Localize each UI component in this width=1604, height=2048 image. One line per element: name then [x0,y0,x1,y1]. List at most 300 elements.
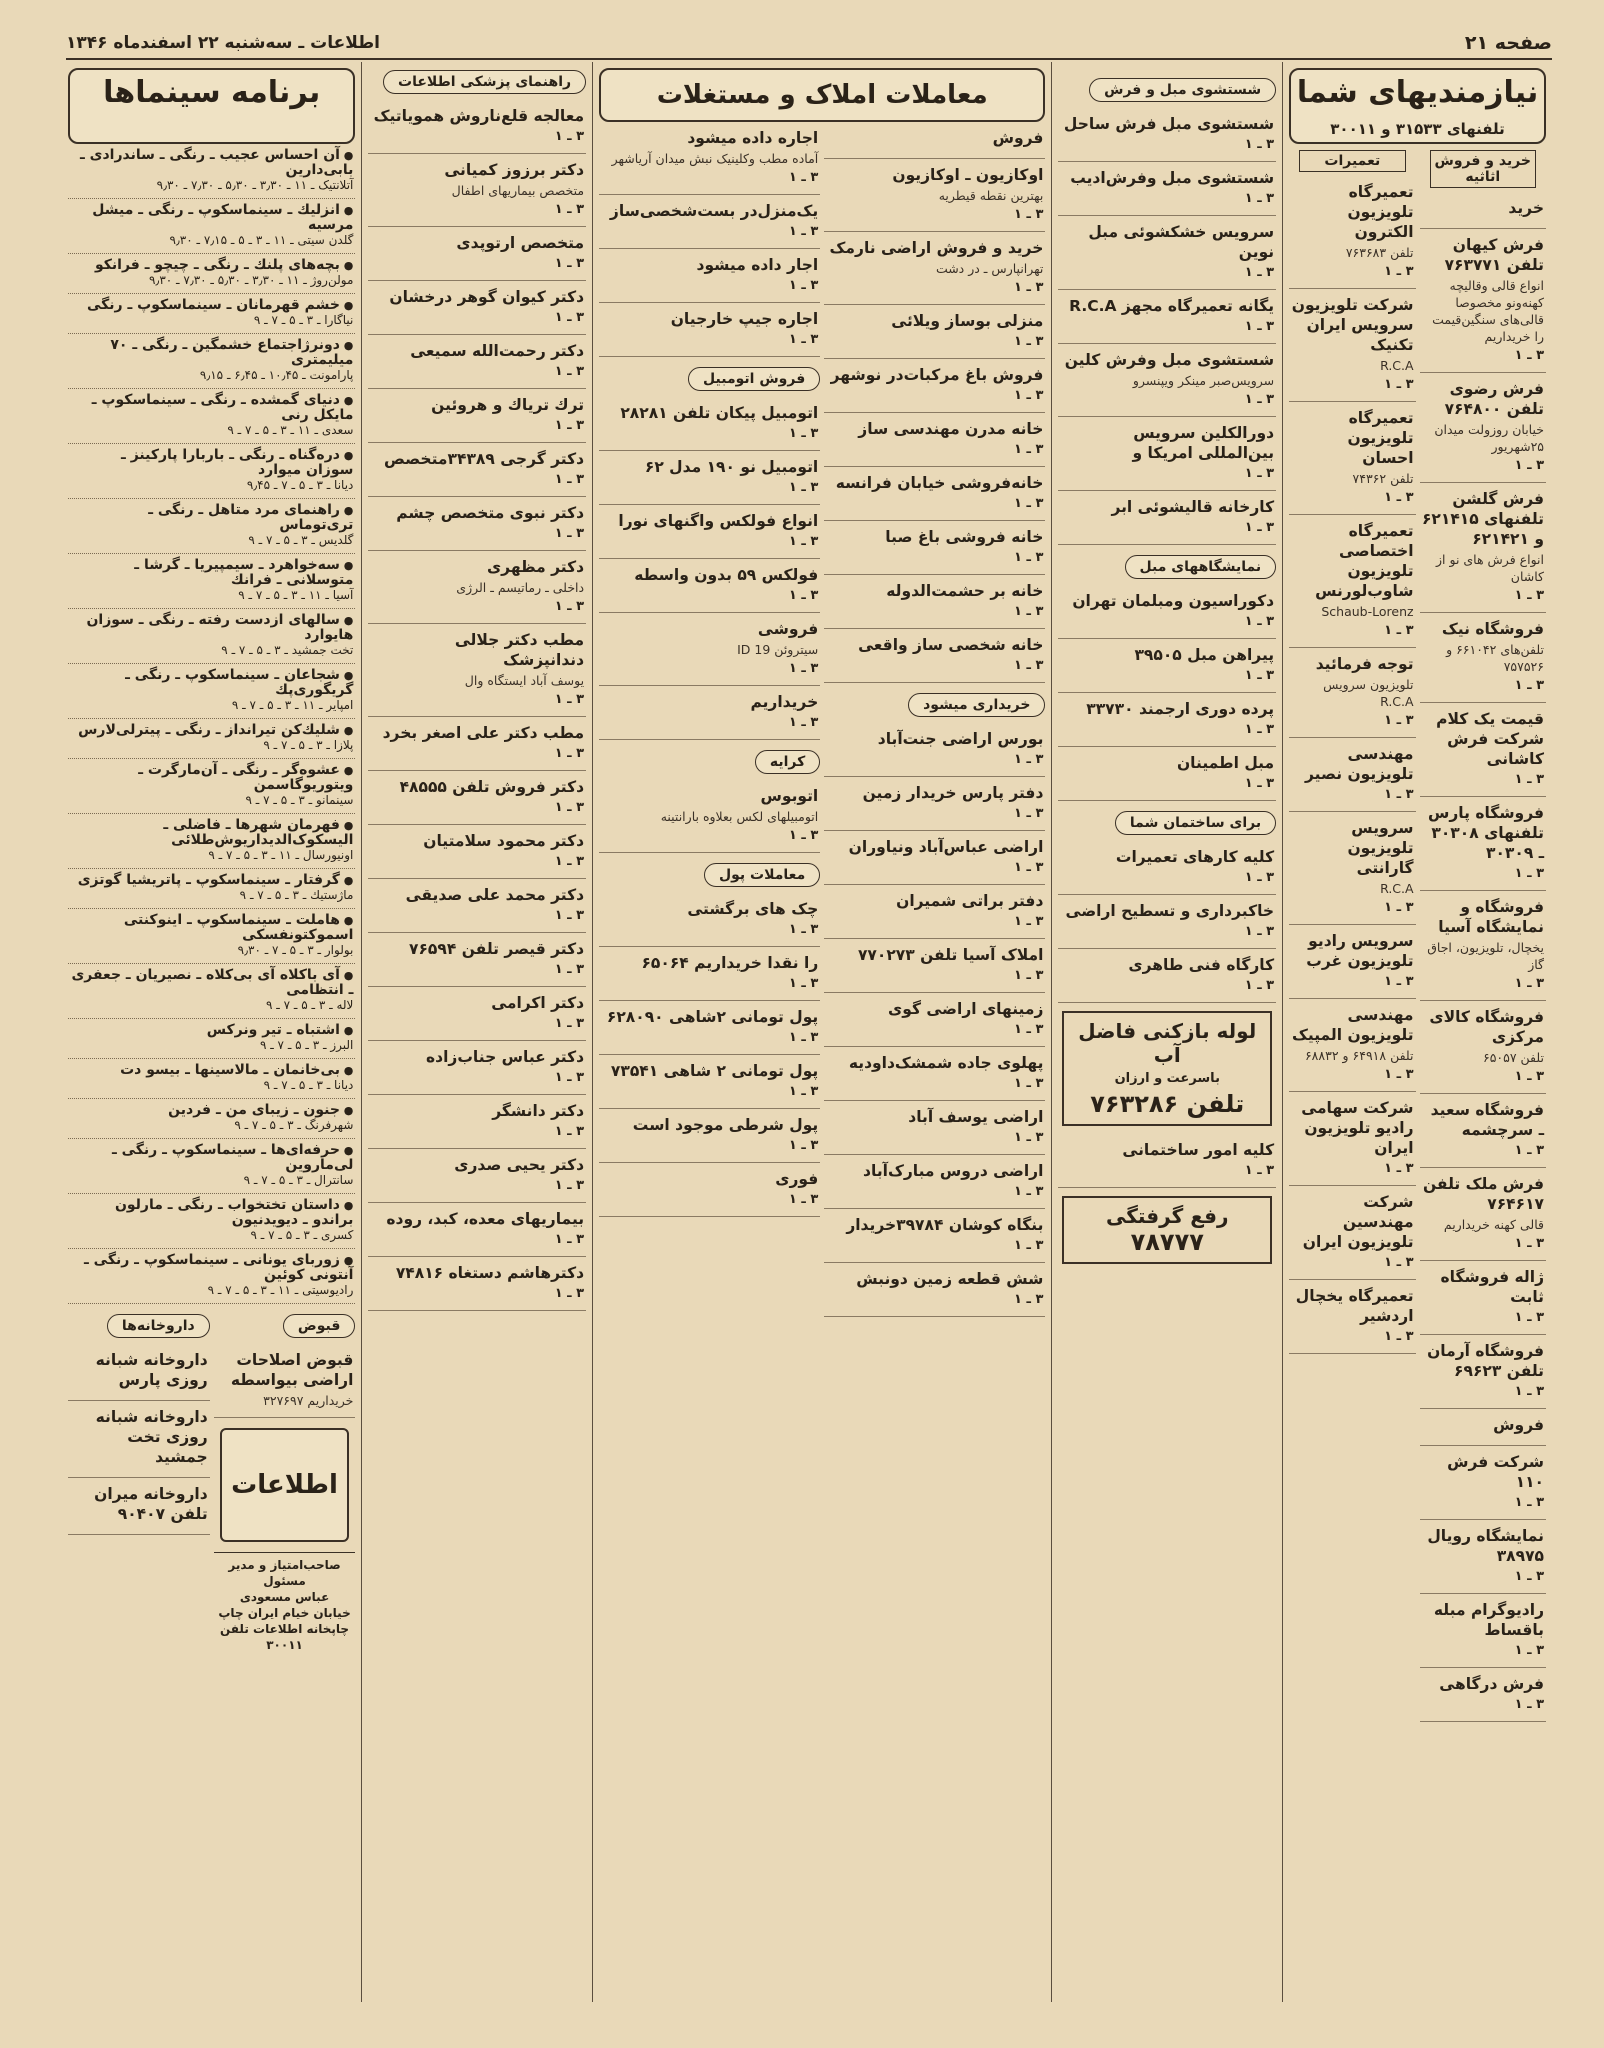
classified-ad [1058,162,1276,216]
cinema-listing [68,909,355,964]
ad-code: ۳ ـ ۱ [1244,265,1275,280]
estate-rent-list [599,122,820,357]
classified-ad [1420,373,1546,483]
classified-ad [368,227,586,281]
ettelaat-logo: اطلاعات [220,1428,350,1542]
showtimes: شهرفرنگ ـ ۳ ـ ۵ ـ ۷ ـ ۹ [234,1118,354,1132]
film-title: ● بچه‌های پلنك ـ رنگی ـ چیچو ـ فرانکو [70,258,353,273]
cinema-listing [68,759,355,814]
ad-heading: شستشوی مبل وفرش‌ادیب [1070,169,1275,187]
ad-code: ۳ ـ ۱ [1514,1310,1544,1325]
ad-heading: دکتر گرجی ۳۴۳۸۹متخصص [384,450,585,468]
ad-heading: داروخانه شبانه روزی تخت جمشید [95,1408,208,1466]
classified-ad [1420,229,1546,373]
ad-heading: خریداریم [750,693,819,711]
ad-heading: دفتر براتی شمیران [896,892,1044,910]
ad-code: ۳ ـ ۱ [788,1084,819,1099]
ad-heading: خانه‌فروشی خیابان فرانسه [835,474,1044,492]
land-tag: خریداری میشود [908,693,1045,717]
film-title: ● حرفه‌ای‌ها ـ سینماسکوپ ـ رنگی ـ لی‌ماروین [70,1143,353,1173]
cinema-listing [68,294,355,334]
cinema-listing [68,144,355,199]
ad-heading: متخصص ارتوپدی [456,234,585,252]
ad-heading: فروشگاه پارس تلفنهای ۳۰۳۰۸ ـ ۳۰۳۰۹ [1427,804,1544,862]
ad-heading: فروشگاه و نمایشگاه آسیا [1438,898,1544,936]
classified-ad [824,629,1045,683]
film-title: ● آی باکلاه آی بی‌کلاه ـ نصیریان ـ جعفری ـ انتظامی [70,968,353,998]
classified-ad [1420,797,1546,891]
unclog-ad-title: رفع گرفتگی [1106,1204,1229,1228]
classified-ad [824,413,1045,467]
classified-ad [1420,1668,1546,1722]
classified-ad [1289,925,1415,999]
ad-code: ۳ ـ ۱ [554,854,585,869]
classified-ad [368,497,586,551]
ad-heading: مطب دکتر جلالی دندانپزشک [454,631,585,669]
ad-code: ۳ ـ ۱ [1514,1697,1544,1712]
buy-sell-tag: خرید و فروش اثاثیه [1430,150,1536,188]
ad-heading: خرید [1508,199,1544,217]
ad-heading: زمینهای اراضی گوی [888,1000,1044,1018]
ad-heading: دکتر قیصر تلفن ۷۶۵۹۴ [409,940,585,958]
classified-ad [368,154,586,227]
page-header [66,28,1552,60]
building-tag: برای ساختمان شما [1115,811,1276,835]
ad-heading: اتومبیل پیکان تلفن ۲۸۲۸۱ [620,404,819,422]
ad-code: ۳ ـ ۱ [554,526,585,541]
cinema-listing [68,444,355,499]
ad-code: ۳ ـ ۱ [1244,870,1275,885]
newspaper-columns [62,62,1552,2002]
classified-ad [1289,1280,1415,1354]
needs-list-b [1289,176,1415,1354]
film-title: ● دنیای گمشده ـ رنگی ـ سینماسکوپ ـ مایکل رنی [70,393,353,423]
ad-code: ۳ ـ ۱ [1384,1067,1414,1082]
ad-heading: سرویس تلویزیون گارانتی [1347,819,1414,877]
ad-heading: پول شرطی موجود است [632,1116,819,1134]
cinema-listing [68,1059,355,1099]
ad-heading: ترك تریاك و هروئین [431,396,585,414]
classified-ad [1289,1092,1415,1186]
ad-code: ۳ ـ ۱ [1244,776,1275,791]
classified-ad [1420,1261,1546,1335]
classified-ad [1058,216,1276,290]
furniture-tag: نمایشگاههای مبل [1125,555,1277,579]
classified-ad [368,443,586,497]
ad-heading: شش قطعه زمین دونبش [856,1270,1044,1288]
ad-heading: پرده دوری ارجمند ۳۳۷۳۰ [1086,700,1275,718]
ad-code: ۳ ـ ۱ [1514,1143,1544,1158]
ad-heading: خاکبرداری و تسطیح اراضی [1065,902,1275,920]
ad-text: قالی کهنه خریداریم [1443,1217,1544,1232]
drain-ad-sub: باسرعت و ارزان [1114,1071,1220,1086]
ad-heading: تعمیرگاه اختصاصی تلویزیون شاوب‌لورنس [1315,522,1414,600]
carpet-tag: شستشوی مبل و فرش [1089,78,1276,102]
ad-text: سرویس‌صبر مینکر ویپنسرو [1132,373,1275,388]
classified-ad [1058,491,1276,545]
ad-code: ۳ ـ ۱ [788,661,819,676]
ad-heading: داروخانه شبانه روزی پارس [95,1351,208,1389]
ad-text: تلفن ۷۶۳۶۸۳ [1345,245,1414,260]
classified-ad [368,335,586,389]
ad-heading: منزلی بوساز ویلائی [891,312,1044,330]
ad-code: ۳ ـ ۱ [554,800,585,815]
classified-ad [599,195,820,249]
ad-heading: سرویس رادیو تلویزیون غرب [1306,932,1414,970]
imprint [214,1552,356,1653]
ad-code: ۳ ـ ۱ [1514,976,1544,991]
ad-heading: پول تومانی ۲ شاهی ۷۳۵۴۱ [610,1062,819,1080]
ad-code: ۳ ـ ۱ [788,480,819,495]
ad-heading: دکتر رحمت‌الله سمیعی [410,342,585,360]
ad-heading: دکتر عباس جناب‌زاده [426,1048,585,1066]
ad-heading: یک‌منزل‌در بست‌شخصی‌ساز [609,202,819,220]
ad-heading: رادیوگرام مبله باقساط [1433,1601,1544,1639]
ad-code: ۳ ـ ۱ [1014,806,1044,821]
film-title: ● زوربای یونانی ـ سینماسکوپ ـ رنگی ـ آنتونی کوئین [70,1253,353,1283]
showtimes: رادیوسیتی ـ ۱۱ ـ ۳ ـ ۵ ـ ۷ ـ ۹ [207,1283,354,1297]
classified-ad [1289,1186,1415,1280]
film-title: ● شلیك‌کن تیرانداز ـ رنگی ـ پیترلی‌لارس [70,723,353,738]
needs-column [1282,62,1552,2002]
ad-text: یخچال، تلویزیون، اجاق گاز [1427,940,1544,972]
ad-heading: شرکت تلویزیون سرویس ایران تکنیک [1291,296,1414,354]
ad-heading: کلیه امور ساختمانی [1122,1141,1275,1159]
ad-code: ۳ ـ ۱ [1244,191,1275,206]
classified-ad [1289,648,1415,738]
ad-code: ۳ ـ ۱ [1014,496,1044,511]
cinema-listing [68,1139,355,1194]
ad-code: ۳ ـ ۱ [1014,550,1044,565]
ad-heading: پول تومانی ۲شاهی ۶۲۸۰۹۰ [606,1008,819,1026]
film-title: ● گرفتار ـ سینماسکوپ ـ پاتریشیا گوتزی [70,873,353,888]
classified-ad [1289,176,1415,289]
classified-ad [824,159,1045,232]
classified-ad [1420,891,1546,1001]
ad-code: ۳ ـ ۱ [788,278,819,293]
classified-ad [1289,289,1415,402]
classified-ad [599,559,820,613]
ad-heading: اجاره جیپ خارجیان [670,310,819,328]
imprint-line: خیابان خیام ایران چاپ [218,1606,351,1620]
ad-code: ۳ ـ ۱ [554,129,585,144]
showtimes: البرز ـ ۳ ـ ۵ ـ ۷ ـ ۹ [259,1038,354,1052]
showtimes: بولوار ـ ۳ ـ ۵ ـ ۷ ـ ۹٫۳۰ [237,943,354,957]
ad-heading: دکتر محمد علی صدیقی [405,886,585,904]
drain-ad-title: لوله بازکنی فاضل آب [1078,1019,1257,1067]
ad-code: ۳ ـ ۱ [788,976,819,991]
carpet-list [1058,108,1276,545]
ad-heading: فوری [775,1170,819,1188]
classified-ad [1058,895,1276,949]
ad-code: ۳ ـ ۱ [1514,1384,1544,1399]
ad-code: ۳ ـ ۱ [1384,623,1414,638]
ad-heading: فروشگاه کالای مرکزی [1429,1008,1544,1046]
classified-ad [599,249,820,303]
ad-code: ۳ ـ ۱ [1244,614,1275,629]
film-title: ● آن احساس عجیب ـ رنگی ـ ساندرادی ـ بابی‌دارین [70,148,353,178]
doctors-list [368,100,586,1311]
classified-ad [1058,417,1276,491]
showtimes: امپایر ـ ۱۱ ـ ۳ ـ ۵ ـ ۷ ـ ۹ [231,698,354,712]
classified-ad [1058,344,1276,417]
ad-heading: مبل اطمینان [1176,754,1275,772]
classified-ad [599,686,820,740]
rental-list [599,780,820,853]
ad-heading: تعمیرگاه یخچال اردشیر [1295,1287,1414,1325]
classified-ad [1420,1094,1546,1168]
classified-ad [599,1109,820,1163]
unclog-ad-box [1062,1196,1272,1264]
classified-ad [1289,738,1415,812]
ad-heading: دفتر پارس خریدار زمین [862,784,1044,802]
ad-code: ۳ ـ ۱ [1244,722,1275,737]
ad-code: ۳ ـ ۱ [1244,668,1275,683]
receipt-box [214,1304,356,1653]
cinema-listing [68,334,355,389]
cinema-listing [68,254,355,294]
classified-ad [599,397,820,451]
imprint-line: چاپخانه اطلاعات تلفن ۳۰۰۱۱ [220,1622,350,1652]
classified-ad [824,467,1045,521]
classified-ad [368,771,586,825]
ad-code: ۳ ـ ۱ [1014,968,1044,983]
ad-code: ۳ ـ ۱ [1514,1643,1544,1658]
cinema-listing [68,389,355,444]
ad-text: R.C.A [1380,358,1414,373]
doctors-column [361,62,592,2002]
ad-code: ۳ ـ ۱ [554,1016,585,1031]
classified-ad [1058,585,1276,639]
classified-ad [1420,703,1546,797]
ad-heading: بیماریهای معده، کبد، روده [386,1210,585,1228]
classified-ad [368,1149,586,1203]
ad-text: انواع فرش های نو از کاشان [1436,552,1544,584]
cinema-listing [68,1249,355,1304]
ad-heading: پیراهن مبل ۳۹۵۰۵ [1134,646,1275,664]
ad-code: ۳ ـ ۱ [1514,458,1544,473]
ad-heading: فروش [1493,1416,1544,1434]
showtimes: گلدن سیتی ـ ۱۱ ـ ۳ ـ ۵ ـ ۷٫۱۵ ـ ۹٫۳۰ [169,233,354,247]
ad-code: ۳ ـ ۱ [788,534,819,549]
classified-ad [68,1401,210,1478]
money-list [599,893,820,1217]
ad-text: تلویزیون سرویس R.C.A [1323,677,1414,709]
ad-text: تلفن ۶۵۰۵۷ [1482,1050,1544,1065]
ad-heading: فروشگاه آرمان تلفن ۶۹۶۲۳ [1427,1342,1544,1380]
cinema-listing [68,964,355,1019]
drain-ad-box [1062,1011,1272,1126]
film-title: ● جنون ـ زیبای من ـ فردین [70,1103,353,1118]
ad-code: ۳ ـ ۱ [1384,1329,1414,1344]
ad-heading: دکتر کیوان گوهر درخشان [389,288,585,306]
ad-heading: دکتر محمود سلامتیان [423,832,585,850]
pharmacy-box [68,1304,210,1653]
film-title: ● انزلیك ـ سینماسکوپ ـ رنگی ـ میشل مرسیه [70,203,353,233]
classified-ad [368,100,586,154]
classified-ad [1420,613,1546,703]
ad-heading: قیمت یک کلام شرکت فرش کاشانی [1436,710,1544,768]
ad-code: ۳ ـ ۱ [1384,1161,1414,1176]
classified-ad [1420,483,1546,613]
classified-ad [368,551,586,624]
cinema-listing [68,499,355,554]
showtimes: تخت جمشید ـ ۳ ـ ۵ ـ ۷ ـ ۹ [221,643,354,657]
ad-heading: کارگاه فنی طاهری [1128,956,1275,974]
needs-sub-a [1420,144,1546,1722]
showtimes: نیاگارا ـ ۳ ـ ۵ ـ ۷ ـ ۹ [253,313,354,327]
ad-code: ۳ ـ ۱ [1514,1069,1544,1084]
ad-code: ۳ ـ ۱ [1014,207,1044,222]
classified-ad [1420,1446,1546,1520]
estate-column [592,62,1051,2002]
construction-list [1058,1134,1276,1188]
receipt-ad [214,1344,356,1418]
cinema-listing [68,1194,355,1249]
ad-text: آماده مطب وکلینیک نبش میدان آریاشهر [611,151,819,166]
classified-ad [1420,192,1546,229]
pharmacy-tag: داروخانه‌ها [107,1314,210,1338]
classified-ad [599,947,820,1001]
ad-code: ۳ ـ ۱ [554,1232,585,1247]
ad-code: ۳ ـ ۱ [1014,604,1044,619]
carpet-column [1051,62,1282,2002]
classified-ad [824,1263,1045,1317]
classified-ad [824,1047,1045,1101]
classified-ad [1058,1134,1276,1188]
rent-tag: کرایه [755,750,820,774]
classified-ad [1289,812,1415,925]
ad-heading: شرکت مهندسین تلویزیون ایران [1302,1193,1414,1251]
ad-code: ۳ ـ ۱ [1244,924,1275,939]
showtimes: پارامونت ـ ۱۰٫۴۵ ـ ۶٫۴۵ ـ ۹٫۱۵ [199,368,354,382]
ad-heading: اوکازیون ـ اوکازیون [892,166,1044,184]
classified-ad [599,780,820,853]
film-title: ● هاملت ـ سینماسکوپ ـ اینوکنتی اسموکتونفسکی [70,913,353,943]
ad-heading: دکتر مظهری [486,558,585,576]
ad-code: ۳ ـ ۱ [1514,678,1544,693]
ad-code: ۳ ـ ۱ [788,1030,819,1045]
classified-ad [599,1055,820,1109]
ad-code: ۳ ـ ۱ [1014,1130,1044,1145]
ad-code: ۳ ـ ۱ [1244,978,1275,993]
ad-code: ۳ ـ ۱ [1514,1495,1544,1510]
ad-code: ۳ ـ ۱ [1384,787,1414,802]
ad-heading: تعمیرگاه تلویزیون احسان [1347,409,1414,467]
money-tag: معاملات پول [704,863,820,887]
cinema-listing [68,814,355,869]
estate-sub-b [599,122,820,1317]
ad-text: متخصص بیماریهای اطفال [451,183,585,198]
ad-code: ۳ ـ ۱ [1514,866,1544,881]
ad-code: ۳ ـ ۱ [788,588,819,603]
showtimes: کسری ـ ۳ ـ ۵ ـ ۷ ـ ۹ [250,1228,354,1242]
classified-ad [599,893,820,947]
cinema-listing [68,1099,355,1139]
classified-ad [1058,841,1276,895]
classified-ad [368,1095,586,1149]
classified-ad [368,1203,586,1257]
ad-heading: مهندسی تلویزیون نصیر [1304,745,1414,783]
ad-heading: کارخانه قالیشوئی ابر [1111,498,1275,516]
ad-code: ۳ ـ ۱ [1514,348,1544,363]
ad-heading: کلیه کارهای تعمیرات [1115,848,1275,866]
classified-ad [1289,402,1415,515]
needs-title: نیازمندیهای شما [1296,75,1539,110]
showtimes: سعدی ـ ۱۱ ـ ۳ ـ ۵ ـ ۷ ـ ۹ [227,423,354,437]
ad-code: ۳ ـ ۱ [554,962,585,977]
classified-ad [368,933,586,987]
ad-heading: فرش درگاهی [1439,1675,1544,1693]
needs-sub-b [1289,144,1415,1722]
ad-text: تلفن‌های ۶۶۱۰۴۲ و ۷۵۷۵۲۶ [1446,642,1544,674]
ad-heading: فروشگاه نیک [1441,620,1544,638]
showtimes: سانترال ـ ۳ ـ ۵ ـ ۷ ـ ۹ [243,1173,354,1187]
imprint-line: صاحب‌امتیاز و مدیر مسئول [228,1558,341,1588]
classified-ad [599,1001,820,1055]
film-title: ● عشوه‌گر ـ رنگی ـ آن‌مارگرت ـ ویتوریوگاسمن [70,763,353,793]
showtimes: مولن‌روژ ـ ۱۱ ـ ۳٫۳۰ ـ ۵٫۳۰ ـ ۷٫۳۰ ـ ۹٫۳۰ [148,273,354,287]
ad-heading: اتوبوس [760,787,819,805]
ad-heading: املاک آسیا تلفن ۷۷۰۲۷۳ [857,946,1044,964]
ad-code: ۳ ـ ۱ [554,746,585,761]
classified-ad [1420,1594,1546,1668]
cinema-listing [68,554,355,609]
ad-code: ۳ ـ ۱ [554,1070,585,1085]
classified-ad [599,303,820,357]
needs-list-a [1420,192,1546,1722]
showtimes: آتلانتیک ـ ۱۱ ـ ۳٫۳۰ ـ ۵٫۳۰ ـ ۷٫۳۰ ـ ۹٫۳۰ [156,178,354,192]
ad-heading: توجه فرمائید [1315,655,1414,673]
ad-code: ۳ ـ ۱ [1384,713,1414,728]
film-title: ● سه‌خواهرد ـ سیمپیریا ـ گرشا ـ متوسلانی ـ فرانك [70,558,353,588]
ad-text: خیابان روزولت میدان ۲۵شهریور [1434,422,1544,454]
cinema-listing [68,1019,355,1059]
cinema-list [68,144,355,1304]
ad-code: ۳ ـ ۱ [788,426,819,441]
ad-code: ۳ ـ ۱ [1014,914,1044,929]
ad-code: ۳ ـ ۱ [1384,264,1414,279]
ad-code: ۳ ـ ۱ [1384,377,1414,392]
classified-ad [1058,747,1276,801]
classified-ad [368,717,586,771]
classified-ad [1420,1520,1546,1594]
estate-banner: معاملات املاک و مستغلات [599,68,1045,122]
ad-heading: اجاره داده میشود [687,129,819,147]
land-list [824,723,1045,1317]
ad-text: R.C.A [1380,881,1414,896]
ad-heading: فرش رضوی تلفن ۷۶۴۸۰۰ [1444,380,1544,418]
classified-ad [1058,290,1276,344]
ad-code: ۳ ـ ۱ [788,170,819,185]
ad-code: ۳ ـ ۱ [1514,1569,1544,1584]
ad-heading: دکتر نبوی متخصص چشم [396,504,585,522]
ad-text: تلفن ۷۴۳۶۲ [1352,471,1414,486]
film-title: ● دره‌گناه ـ رنگی ـ باربارا پارکینز ـ سوزان میوارد [70,448,353,478]
classified-ad [1420,1409,1546,1446]
ad-text: تهرانپارس ـ در دشت [935,261,1044,276]
ad-code: ۳ ـ ۱ [554,202,585,217]
showtimes: دیانا ـ ۳ ـ ۵ ـ ۷ ـ ۹ [263,1078,354,1092]
ad-heading: دکتر یحیی صدری [454,1156,585,1174]
classified-ad [1058,108,1276,162]
ad-heading: فروشگاه سعید ـ سرچشمه [1430,1101,1544,1139]
classified-ad [368,389,586,443]
ad-code: ۳ ـ ۱ [1244,520,1275,535]
film-title: ● راهنمای مرد متاهل ـ رنگی ـ تری‌توماس [70,503,353,533]
ad-heading: سرویس خشکشوئی مبل نوین [1088,223,1275,261]
classified-ad [1289,515,1415,648]
